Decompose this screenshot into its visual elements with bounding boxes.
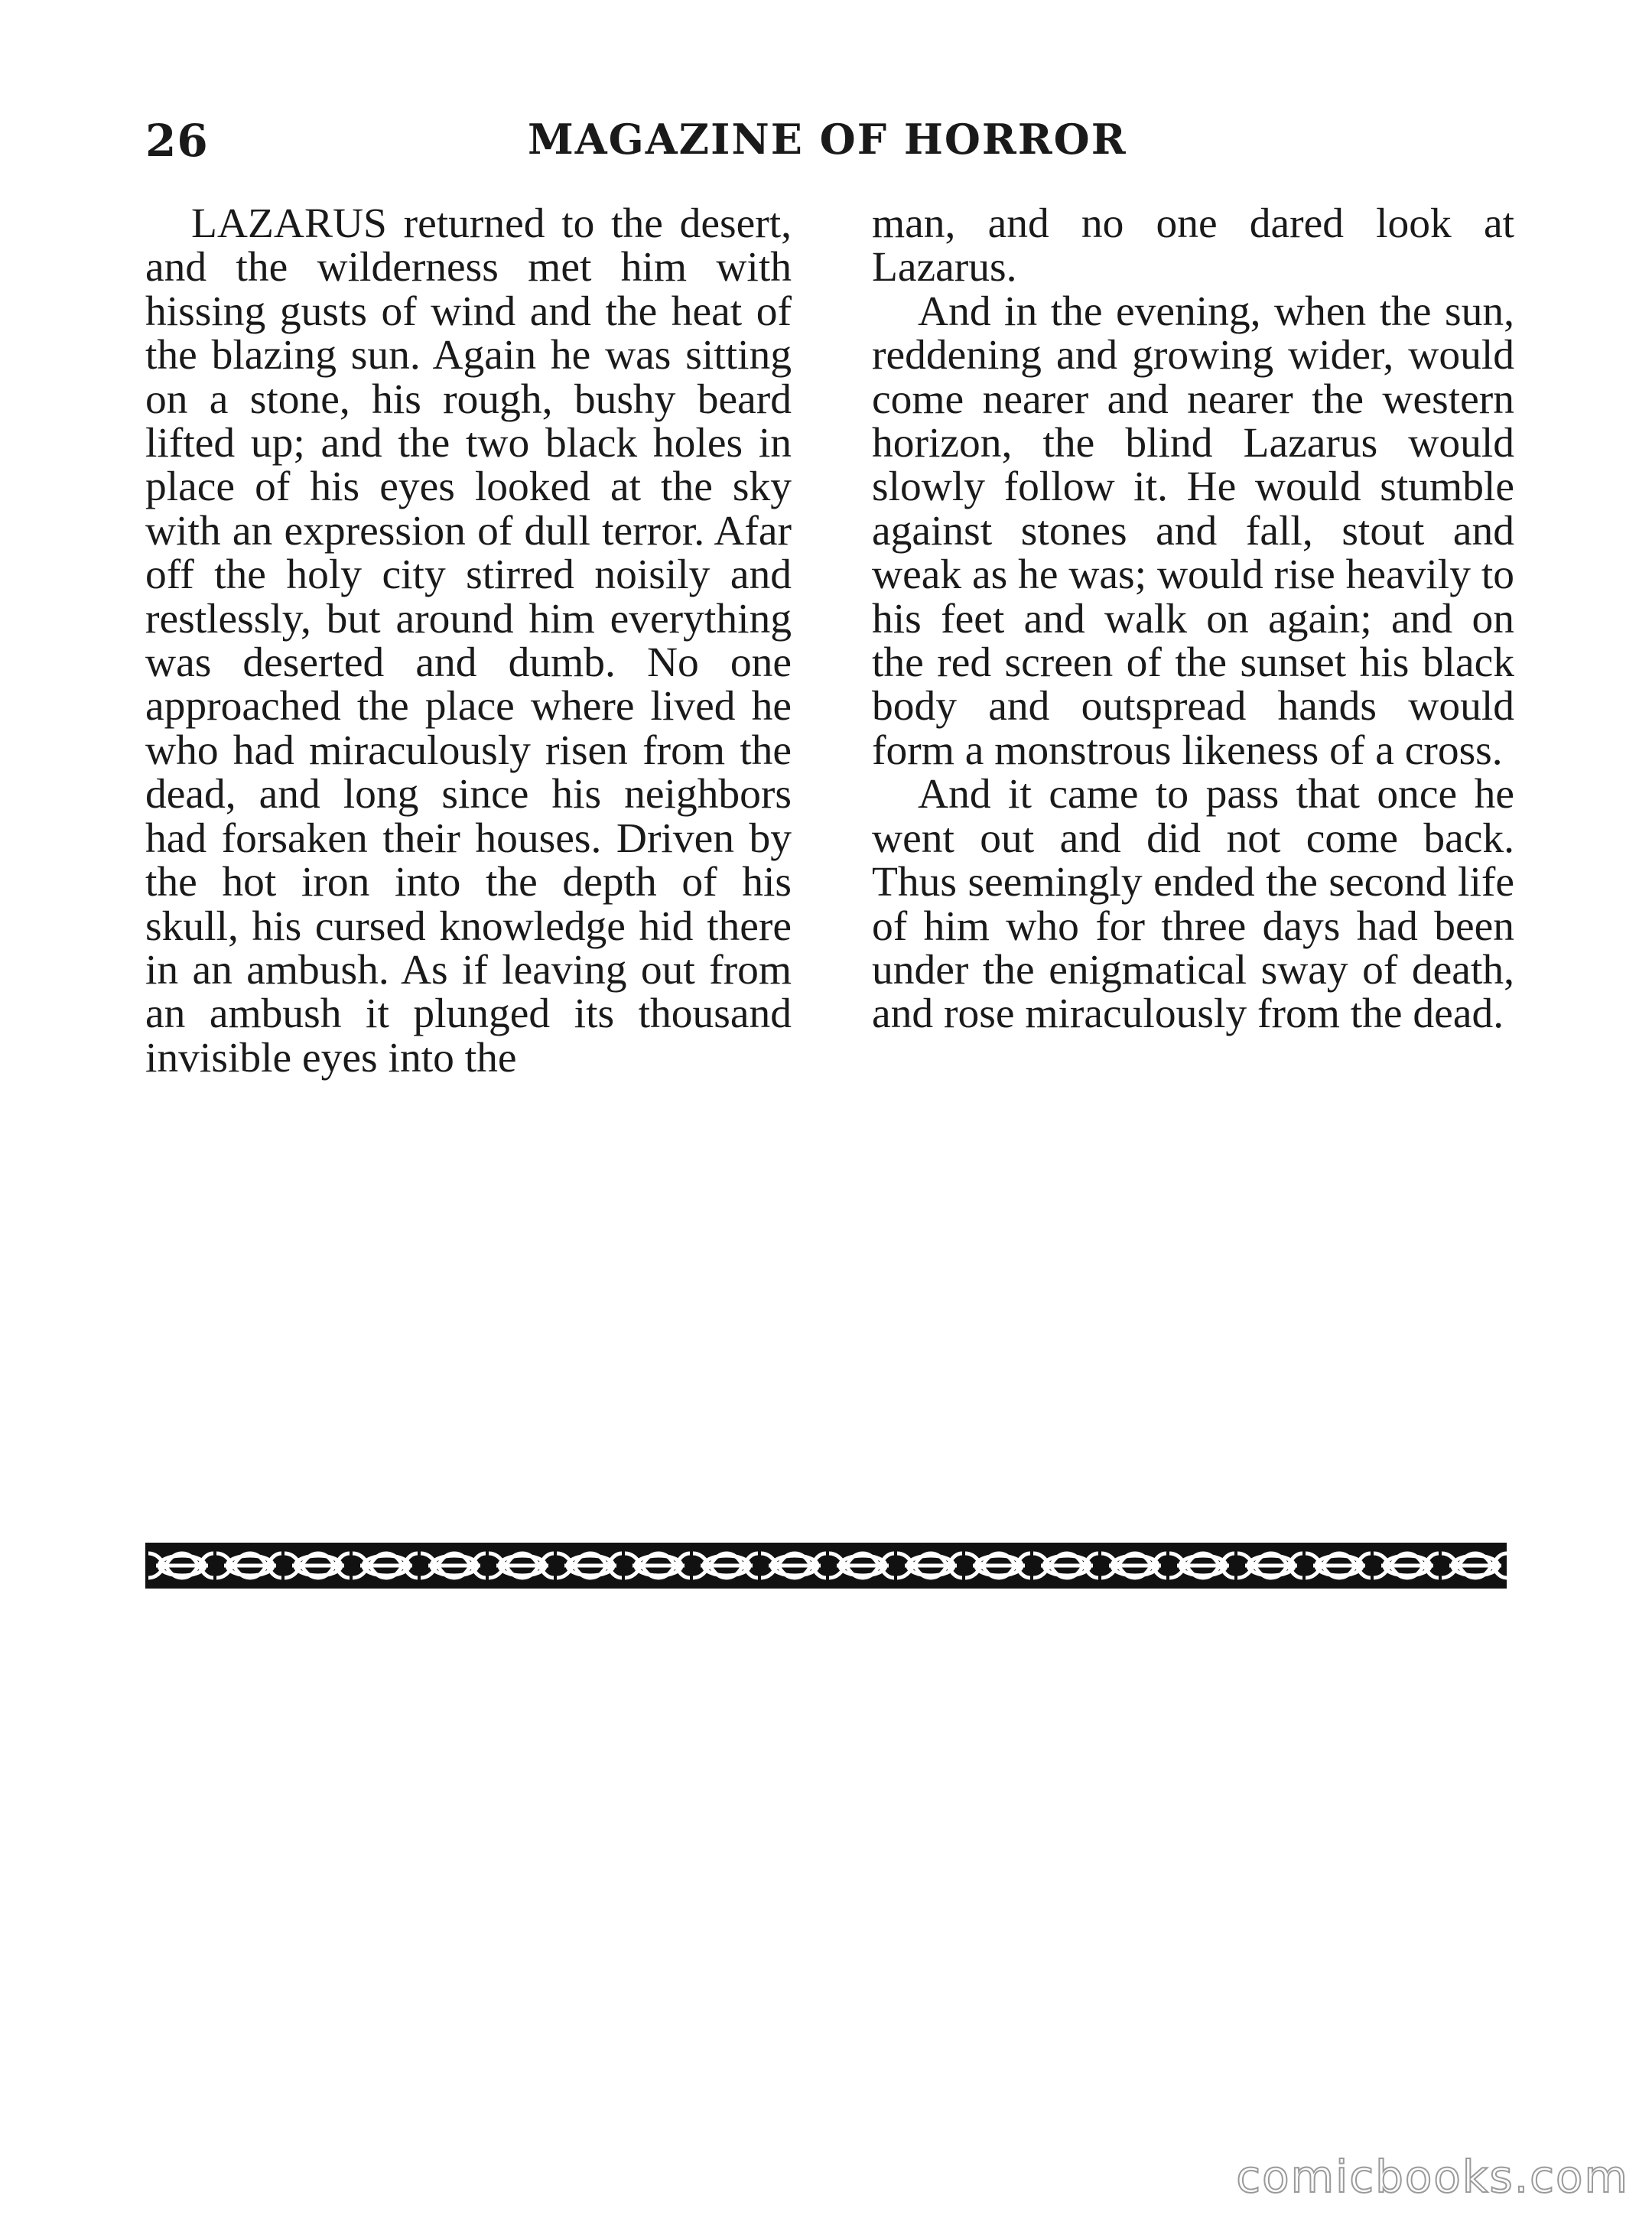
right-paragraph-3: And it came to pass that once he went out and did not come back. Thus seemingly ended the second life of him who for three days had been under the enigmatical sway of death, and rose miraculously from the dead. [872,771,1514,1038]
right-column [872,202,1514,1036]
running-head: MAGAZINE OF HORROR [528,115,1127,164]
right-paragraph-1: man, and no one dared look at Lazarus. [872,200,1514,291]
left-paragraph-1: LAZARUS returned to the desert, and the wilderness met him with hissing gusts of wind and the heat of the blazing sun. Again he was sitting on a stone, his rough, bushy beard lifted up; and the two black holes in place of his eyes looked at the sky with an expression of dull terror. Afar off the holy city stirred noisily and restlessly, but around him everything was deserted and dumb. No one approached the place where lived he who had miraculously risen from the dead, and long since his neighbors had forsaken their houses. Driven by the hot iron into the depth of his skull, his cursed knowledge hid there in an ambush. As if leaving out from an ambush it plunged its thousand invisible eyes into the [145,200,792,1081]
left-column [145,202,792,1080]
celtic-knot-border [145,1541,1507,1590]
right-paragraph-2: And in the evening, when the sun, reddening and growing wider, would come nearer and nearer the western horizon, the blind Lazarus would slowly follow it. He would stumble against stones and fall, stout and weak as he was; would rise heavily to his feet and walk on again; and on the red screen of the sunset his black body and outspread hands would form a monstrous likeness of a cross. [872,288,1514,774]
watermark: comicbooks.com [1236,2151,1629,2203]
page-number: 26 [145,115,209,167]
